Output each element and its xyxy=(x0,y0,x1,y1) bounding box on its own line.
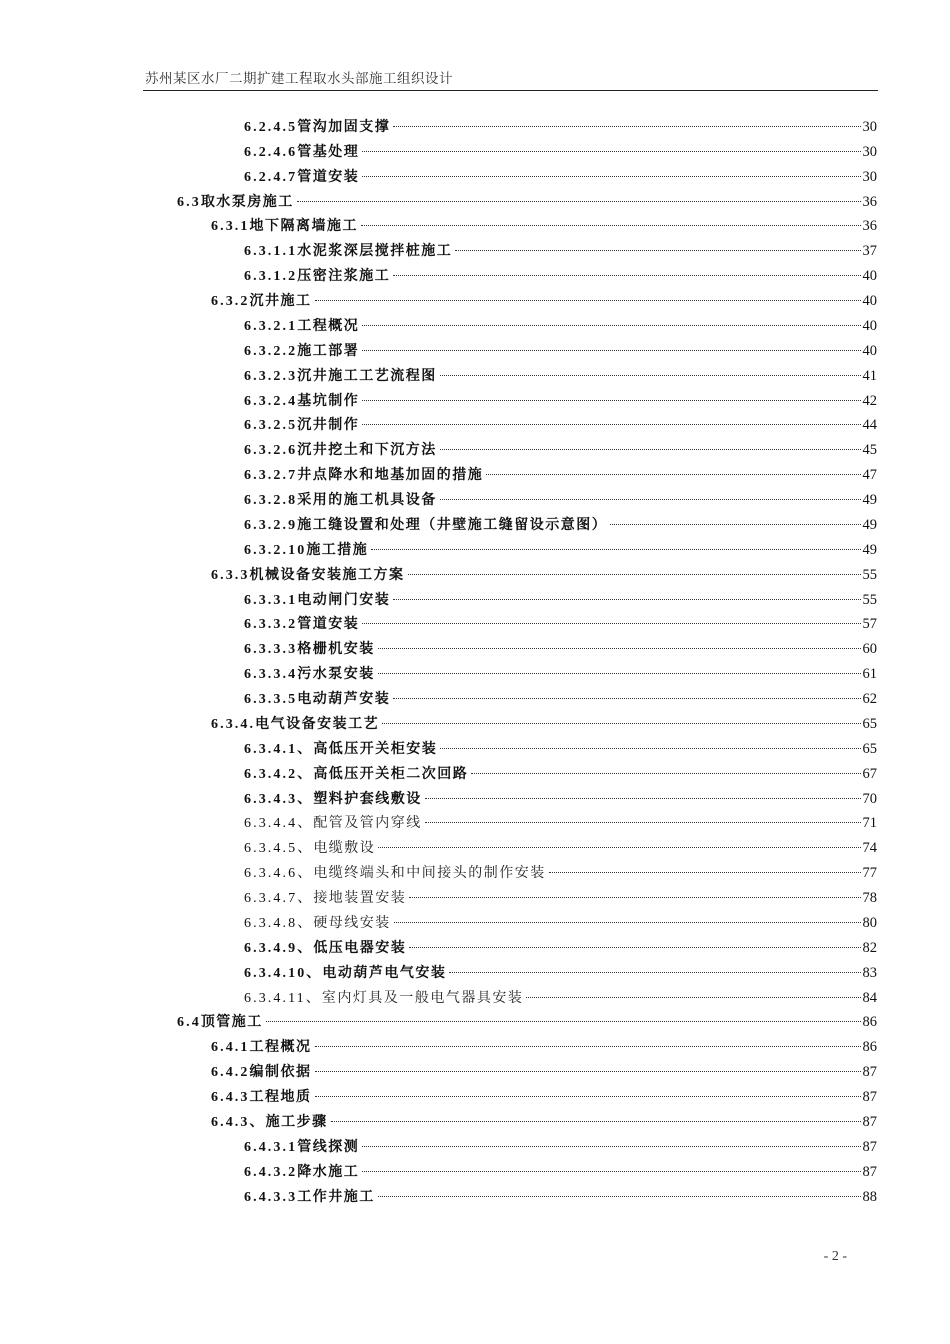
toc-section-number: 6.3.3.2 xyxy=(244,617,298,633)
toc-entry[interactable] xyxy=(0,1035,950,1060)
toc-page-number: 86 xyxy=(862,1014,877,1031)
toc-entry[interactable] xyxy=(0,1060,950,1085)
toc-entry-line xyxy=(244,143,877,162)
toc-dot-leader xyxy=(455,250,860,251)
toc-section-number: 6.4.3、 xyxy=(211,1114,266,1130)
toc-section-number: 6.3.2 xyxy=(211,294,250,310)
toc-entry[interactable] xyxy=(0,961,950,986)
toc-page-number: 87 xyxy=(862,1064,877,1081)
toc-dot-leader xyxy=(331,1121,861,1122)
toc-section-title: 降水施工 xyxy=(297,1163,360,1180)
toc-section-title: 基坑制作 xyxy=(297,392,360,409)
toc-page-number: 87 xyxy=(862,1113,877,1130)
toc-section-number: 6.3.2.5 xyxy=(244,418,298,434)
toc-section-number: 6.3 xyxy=(177,194,201,210)
toc-section-number: 6.3.3.1 xyxy=(244,592,298,608)
toc-section-number: 6.3.4.11、 xyxy=(244,990,322,1006)
toc-dot-leader xyxy=(440,748,860,749)
toc-section-number: 6.3.4.10、 xyxy=(244,965,323,981)
toc-page-number: 55 xyxy=(862,591,877,608)
page-number: - 2 - xyxy=(823,1249,847,1264)
toc-page-number: 36 xyxy=(862,193,877,210)
toc-section-title: 室内灯具及一般电气器具安装 xyxy=(321,989,524,1006)
toc-dot-leader xyxy=(362,424,860,425)
toc-section-title: 接地装置安装 xyxy=(313,890,407,907)
toc-entry[interactable] xyxy=(0,1110,950,1135)
toc-entry-line xyxy=(244,242,877,261)
toc-dot-leader xyxy=(362,350,860,351)
toc-dot-leader xyxy=(315,300,861,301)
toc-page-number: 65 xyxy=(862,740,877,757)
toc-entry-line xyxy=(244,740,877,759)
toc-page-number: 83 xyxy=(862,964,877,981)
toc-dot-leader xyxy=(393,698,860,699)
toc-dot-leader xyxy=(315,1046,861,1047)
toc-page-number: 78 xyxy=(862,890,877,907)
toc-entry[interactable] xyxy=(0,712,950,737)
toc-page-number: 42 xyxy=(862,392,877,409)
toc-section-number: 6.4 xyxy=(177,1015,201,1031)
toc-entry-line xyxy=(244,790,877,809)
toc-section-title: 工程概况 xyxy=(297,317,360,334)
toc-entry[interactable] xyxy=(0,190,950,215)
toc-section-number: 6.3.4.9、 xyxy=(244,940,314,956)
toc-section-number: 6.3.2.4 xyxy=(244,393,298,409)
toc-entry[interactable] xyxy=(0,339,950,364)
toc-page-number: 87 xyxy=(862,1138,877,1155)
toc-section-number: 6.3.2.3 xyxy=(244,368,298,384)
toc-dot-leader xyxy=(315,1071,861,1072)
toc-entry-line xyxy=(244,964,877,983)
toc-dot-leader xyxy=(362,325,860,326)
toc-entry[interactable] xyxy=(0,762,950,787)
toc-dot-leader xyxy=(362,176,860,177)
toc-section-title: 施工部署 xyxy=(297,342,360,359)
toc-entry-line xyxy=(244,317,877,336)
toc-page-number: 87 xyxy=(862,1163,877,1180)
toc-section-number: 6.3.4.4、 xyxy=(244,816,314,832)
toc-section-title: 电缆终端头和中间接头的制作安装 xyxy=(313,865,546,882)
toc-page-number: 77 xyxy=(862,865,877,882)
toc-dot-leader xyxy=(425,822,861,823)
toc-dot-leader xyxy=(409,897,860,898)
toc-entry[interactable] xyxy=(0,861,950,886)
toc-section-title: 沉井施工工艺流程图 xyxy=(297,367,437,384)
toc-entry[interactable] xyxy=(0,1011,950,1036)
toc-entry[interactable] xyxy=(0,364,950,389)
toc-entry[interactable] xyxy=(0,911,950,936)
toc-page-number: 88 xyxy=(862,1188,877,1205)
toc-entry[interactable] xyxy=(0,239,950,264)
toc-section-title: 管基处理 xyxy=(297,143,360,160)
toc-section-title: 取水泵房施工 xyxy=(200,193,294,210)
toc-section-number: 6.3.4.1、 xyxy=(244,741,314,757)
toc-entry[interactable] xyxy=(0,488,950,513)
toc-dot-leader xyxy=(361,225,861,226)
toc-entry[interactable] xyxy=(0,1160,950,1185)
toc-section-number: 6.3.2.2 xyxy=(244,343,298,359)
toc-page-number: 49 xyxy=(862,541,877,558)
toc-section-number: 6.3.4.8、 xyxy=(244,915,314,931)
toc-dot-leader xyxy=(382,723,860,724)
toc-page-number: 87 xyxy=(862,1089,877,1106)
toc-page-number: 30 xyxy=(862,168,877,185)
toc-dot-leader xyxy=(610,524,860,525)
toc-page-number: 82 xyxy=(862,939,877,956)
toc-section-number: 6.3.4.3、 xyxy=(244,791,314,807)
toc-entry[interactable] xyxy=(0,836,950,861)
toc-entry-line xyxy=(244,839,877,858)
toc-entry[interactable] xyxy=(0,687,950,712)
toc-section-title: 低压电器安装 xyxy=(313,939,407,956)
toc-section-title: 顶管施工 xyxy=(200,1014,263,1031)
toc-section-number: 6.3.3.3 xyxy=(244,642,298,658)
toc-entry[interactable] xyxy=(0,886,950,911)
toc-dot-leader xyxy=(425,798,861,799)
toc-entry-line xyxy=(211,217,877,236)
toc-dot-leader xyxy=(371,549,860,550)
toc-section-number: 6.2.4.5 xyxy=(244,119,298,135)
toc-page-number: 71 xyxy=(862,815,877,832)
toc-section-title: 管道安装 xyxy=(297,168,360,185)
toc-entry[interactable] xyxy=(0,812,950,837)
toc-section-number: 6.4.3.2 xyxy=(244,1164,298,1180)
toc-page-number: 30 xyxy=(862,143,877,160)
toc-page-number: 49 xyxy=(862,516,877,533)
toc-entry-line xyxy=(211,715,877,734)
toc-section-number: 6.2.4.6 xyxy=(244,144,298,160)
toc-entry-line xyxy=(244,541,877,560)
toc-section-title: 电气设备安装工艺 xyxy=(255,715,380,732)
toc-section-number: 6.3.1.1 xyxy=(244,244,298,260)
toc-dot-leader xyxy=(315,1096,861,1097)
toc-dot-leader xyxy=(440,499,861,500)
toc-section-title: 沉井施工 xyxy=(249,293,312,310)
toc-dot-leader xyxy=(362,1146,860,1147)
toc-entry-line xyxy=(244,516,877,535)
toc-entry-line xyxy=(177,193,877,212)
toc-entry[interactable] xyxy=(0,463,950,488)
toc-page-number: 44 xyxy=(862,417,877,434)
toc-entry[interactable] xyxy=(0,737,950,762)
toc-section-title: 电动闸门安装 xyxy=(297,591,391,608)
toc-section-number: 6.3.3.5 xyxy=(244,692,298,708)
toc-section-title: 高低压开关柜安装 xyxy=(313,740,438,757)
toc-section-title: 施工步骤 xyxy=(265,1113,328,1130)
toc-page-number: 57 xyxy=(862,616,877,633)
toc-page-number: 84 xyxy=(862,989,877,1006)
toc-section-title: 管沟加固支撑 xyxy=(297,118,391,135)
toc-dot-leader xyxy=(471,773,860,774)
toc-section-title: 塑料护套线敷设 xyxy=(313,790,422,807)
toc-section-title: 配管及管内穿线 xyxy=(313,815,422,832)
toc-section-title: 压密注浆施工 xyxy=(297,268,391,285)
toc-entry-line xyxy=(244,466,877,485)
toc-entry-line xyxy=(177,1013,877,1032)
toc-entry-line xyxy=(244,342,877,361)
toc-section-title: 电动葫芦安装 xyxy=(297,691,391,708)
toc-entry[interactable] xyxy=(0,165,950,190)
toc-section-title: 水泥浆深层搅拌桩施工 xyxy=(297,243,453,260)
toc-section-number: 6.4.3 xyxy=(211,1090,250,1106)
toc-entry-line xyxy=(244,118,877,137)
toc-page-number: 36 xyxy=(862,218,877,235)
toc-entry-line xyxy=(244,441,877,460)
toc-entry-line xyxy=(244,168,877,187)
toc-entry-line xyxy=(244,1163,877,1182)
toc-section-title: 管道安装 xyxy=(297,616,360,633)
table-of-contents xyxy=(0,115,950,1210)
toc-dot-leader xyxy=(378,1196,861,1197)
toc-section-title: 井点降水和地基加固的措施 xyxy=(297,467,484,484)
toc-page-number: 86 xyxy=(862,1039,877,1056)
toc-section-number: 6.3.4.5、 xyxy=(244,841,314,857)
toc-dot-leader xyxy=(297,201,861,202)
toc-section-number: 6.4.3.3 xyxy=(244,1189,298,1205)
toc-section-number: 6.3.4.6、 xyxy=(244,866,314,882)
toc-entry[interactable] xyxy=(0,264,950,289)
toc-section-title: 沉井制作 xyxy=(297,417,360,434)
toc-dot-leader xyxy=(393,275,860,276)
toc-entry-line xyxy=(211,1113,877,1132)
toc-entry[interactable] xyxy=(0,936,950,961)
toc-dot-leader xyxy=(549,872,861,873)
toc-section-number: 6.3.3.4 xyxy=(244,667,298,683)
toc-entry-line xyxy=(244,491,877,510)
toc-section-title: 地下隔离墙施工 xyxy=(249,218,358,235)
toc-entry-line xyxy=(211,1088,877,1107)
toc-section-title: 管线探测 xyxy=(297,1138,360,1155)
toc-entry[interactable] xyxy=(0,637,950,662)
toc-page-number: 67 xyxy=(862,765,877,782)
toc-section-title: 施工缝设置和处理（井壁施工缝留设示意图） xyxy=(297,516,608,533)
toc-section-number: 6.4.2 xyxy=(211,1065,250,1081)
toc-entry-line xyxy=(244,416,877,435)
toc-entry[interactable] xyxy=(0,538,950,563)
toc-entry-line xyxy=(244,989,877,1008)
toc-entry[interactable] xyxy=(0,215,950,240)
toc-entry[interactable] xyxy=(0,314,950,339)
toc-dot-leader xyxy=(362,151,860,152)
toc-page-number: 55 xyxy=(862,566,877,583)
toc-dot-leader xyxy=(440,449,861,450)
toc-entry-line xyxy=(244,392,877,411)
toc-section-number: 6.3.1.2 xyxy=(244,269,298,285)
toc-dot-leader xyxy=(362,1171,860,1172)
toc-section-number: 6.3.2.8 xyxy=(244,493,298,509)
toc-entry[interactable] xyxy=(0,115,950,140)
toc-entry[interactable] xyxy=(0,140,950,165)
toc-section-title: 施工措施 xyxy=(306,541,369,558)
toc-section-number: 6.3.1 xyxy=(211,219,250,235)
toc-section-title: 污水泵安装 xyxy=(297,666,375,683)
toc-section-title: 工作井施工 xyxy=(297,1188,375,1205)
toc-section-title: 电缆敷设 xyxy=(313,840,376,857)
toc-entry-line xyxy=(244,864,877,883)
toc-entry[interactable] xyxy=(0,1085,950,1110)
toc-dot-leader xyxy=(440,375,861,376)
toc-dot-leader xyxy=(378,673,861,674)
toc-entry-line xyxy=(244,665,877,684)
toc-entry-line xyxy=(244,814,877,833)
toc-page-number: 47 xyxy=(862,467,877,484)
toc-entry-line xyxy=(244,1188,877,1207)
toc-entry-line xyxy=(211,1063,877,1082)
toc-entry-line xyxy=(211,566,877,585)
toc-dot-leader xyxy=(394,922,861,923)
toc-page-number: 80 xyxy=(862,914,877,931)
toc-entry[interactable] xyxy=(0,1135,950,1160)
toc-entry[interactable] xyxy=(0,389,950,414)
toc-section-number: 6.3.2.7 xyxy=(244,468,298,484)
toc-section-title: 工程概况 xyxy=(249,1039,312,1056)
toc-entry[interactable] xyxy=(0,289,950,314)
toc-section-title: 机械设备安装施工方案 xyxy=(249,566,405,583)
toc-section-number: 6.3.2.6 xyxy=(244,443,298,459)
toc-section-title: 电动葫芦电气安装 xyxy=(322,964,447,981)
toc-page-number: 61 xyxy=(862,666,877,683)
toc-entry-line xyxy=(244,1138,877,1157)
toc-section-number: 6.3.4.2、 xyxy=(244,766,314,782)
toc-page-number: 30 xyxy=(862,118,877,135)
toc-entry-line xyxy=(244,914,877,933)
toc-dot-leader xyxy=(378,847,860,848)
toc-dot-leader xyxy=(486,474,860,475)
toc-entry[interactable] xyxy=(0,563,950,588)
toc-page-number: 70 xyxy=(862,790,877,807)
document-title: 苏州某区水厂二期扩建工程取水头部施工组织设计 xyxy=(145,71,453,87)
toc-entry[interactable] xyxy=(0,414,950,439)
toc-entry[interactable] xyxy=(0,588,950,613)
toc-dot-leader xyxy=(362,623,860,624)
toc-page-number: 60 xyxy=(862,641,877,658)
toc-dot-leader xyxy=(408,574,861,575)
toc-entry[interactable] xyxy=(0,986,950,1011)
toc-entry-line xyxy=(244,939,877,958)
toc-section-number: 6.4.3.1 xyxy=(244,1139,298,1155)
toc-entry-line xyxy=(244,765,877,784)
toc-dot-leader xyxy=(378,648,861,649)
toc-page-number: 41 xyxy=(862,367,877,384)
toc-entry[interactable] xyxy=(0,438,950,463)
toc-page-number: 62 xyxy=(862,691,877,708)
toc-section-number: 6.3.2.9 xyxy=(244,517,298,533)
toc-dot-leader xyxy=(266,1021,861,1022)
toc-page-number: 40 xyxy=(862,342,877,359)
toc-entry-line xyxy=(211,1038,877,1057)
toc-page-number: 65 xyxy=(862,715,877,732)
toc-entry-line xyxy=(211,292,877,311)
toc-section-title: 采用的施工机具设备 xyxy=(297,492,437,509)
toc-dot-leader xyxy=(409,947,860,948)
toc-section-number: 6.2.4.7 xyxy=(244,169,298,185)
toc-section-number: 6.3.4.7、 xyxy=(244,891,314,907)
toc-entry-line xyxy=(244,640,877,659)
toc-dot-leader xyxy=(393,126,860,127)
toc-section-title: 高低压开关柜二次回路 xyxy=(313,765,469,782)
toc-section-number: 6.3.2.10 xyxy=(244,542,307,558)
toc-page-number: 74 xyxy=(862,840,877,857)
toc-section-number: 6.3.3 xyxy=(211,567,250,583)
toc-entry[interactable] xyxy=(0,1185,950,1210)
toc-section-title: 编制依据 xyxy=(249,1064,312,1081)
toc-section-title: 格栅机安装 xyxy=(297,641,375,658)
toc-page-number: 40 xyxy=(862,268,877,285)
toc-section-number: 6.3.2.1 xyxy=(244,318,298,334)
toc-entry[interactable] xyxy=(0,513,950,538)
toc-page-number: 37 xyxy=(862,243,877,260)
toc-entry[interactable] xyxy=(0,613,950,638)
running-header xyxy=(143,66,878,91)
toc-entry-line xyxy=(244,267,877,286)
toc-dot-leader xyxy=(393,599,860,600)
toc-entry-line xyxy=(244,889,877,908)
toc-section-number: 6.3.4. xyxy=(211,716,256,732)
toc-section-title: 硬母线安装 xyxy=(313,914,391,931)
toc-page-number: 40 xyxy=(862,293,877,310)
toc-page-number: 45 xyxy=(862,442,877,459)
toc-entry-line xyxy=(244,591,877,610)
toc-page-number: 40 xyxy=(862,317,877,334)
toc-entry-line xyxy=(244,367,877,386)
toc-section-number: 6.4.1 xyxy=(211,1040,250,1056)
toc-section-title: 工程地质 xyxy=(249,1089,312,1106)
toc-entry[interactable] xyxy=(0,662,950,687)
toc-page-number: 49 xyxy=(862,492,877,509)
toc-entry-line xyxy=(244,690,877,709)
toc-dot-leader xyxy=(362,400,860,401)
toc-entry[interactable] xyxy=(0,787,950,812)
toc-entry-line xyxy=(244,615,877,634)
toc-dot-leader xyxy=(526,997,860,998)
toc-dot-leader xyxy=(449,972,860,973)
toc-section-title: 沉井挖土和下沉方法 xyxy=(297,442,437,459)
